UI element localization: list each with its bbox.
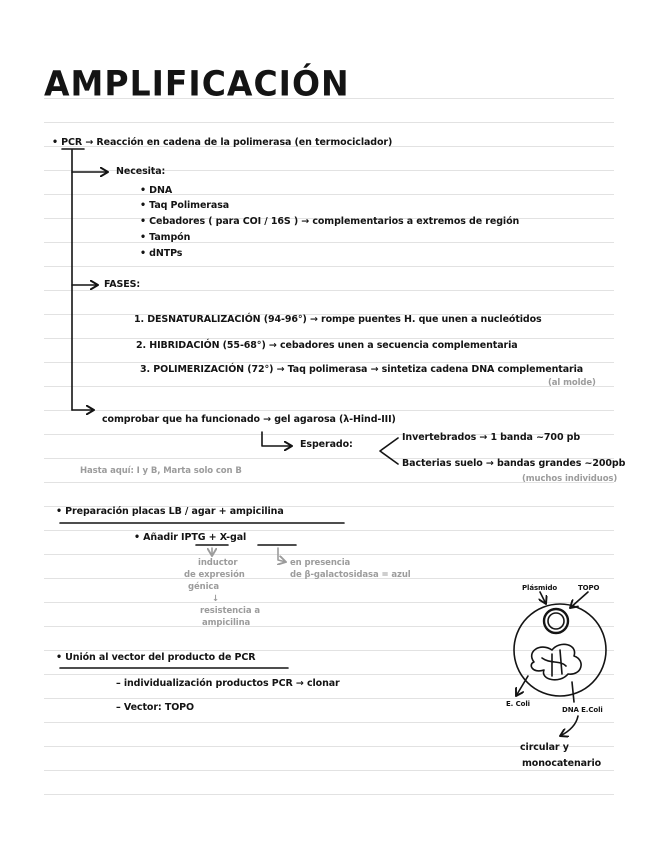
pcr-heading: • PCR → Reacción en cadena de la polimerasa (en termociclador): [52, 137, 393, 148]
diagram-caption: circular y: [520, 742, 569, 753]
iptg-note: ↓: [212, 594, 220, 604]
caption-arrow: [560, 716, 578, 736]
anadir-line: • Añadir IPTG + X-gal: [134, 532, 247, 543]
fase-item: 3. POLIMERIZACIÓN (72°) → Taq polimerasa → sintetiza cadena DNA complementaria: [140, 364, 584, 375]
iptg-note: génica: [188, 582, 219, 592]
xgal-note: en presencia: [290, 558, 351, 568]
union-item: – Vector: TOPO: [116, 702, 195, 713]
necesita-label: Necesita:: [116, 166, 166, 177]
xgal-arrow: [278, 548, 286, 562]
topo-pointer: [570, 592, 588, 608]
ecoli-pointer: [516, 676, 528, 696]
dna-detail: [542, 658, 566, 666]
iptg-note: resistencia a: [200, 606, 260, 616]
ecoli-label: E. Coli: [506, 700, 530, 708]
iptg-note: ampicilina: [202, 618, 251, 628]
plasmid-inner: [548, 613, 564, 629]
fases-label: FASES:: [104, 279, 141, 290]
union-item: – individualización productos PCR → clonar: [116, 678, 340, 689]
fase3-note: (al molde): [548, 378, 596, 388]
necesita-item: • Tampón: [140, 232, 191, 243]
fase-item: 1. DESNATURALIZACIÓN (94-96°) → rompe puentes H. que unen a nucleótidos: [134, 314, 542, 325]
dna-ecoli-label: DNA E.Coli: [562, 706, 603, 714]
necesita-item: • dNTPs: [140, 248, 183, 259]
plasmido-label: Plásmido: [522, 584, 558, 592]
placas-heading: • Preparación placas LB / agar + ampicilina: [56, 506, 284, 517]
fase-item: 2. HIBRIDACIÓN (55-68°) → cebadores unen a secuencia complementaria: [136, 340, 518, 351]
diagram-caption: monocatenario: [522, 758, 602, 769]
xgal-note: de β-galactosidasa = azul: [290, 570, 411, 580]
page-title: AMPLIFICACIÓN: [44, 63, 350, 104]
esperado-note: (muchos individuos): [522, 474, 618, 484]
esperado-brace: [380, 438, 398, 464]
esperado-item: Bacterias suelo → bandas grandes ~200pb: [402, 458, 626, 469]
necesita-item: • Taq Polimerasa: [140, 200, 230, 211]
iptg-note: de expresión: [184, 570, 245, 580]
esperado-label: Esperado:: [300, 439, 353, 450]
hasta-note: Hasta aquí: I y B, Marta solo con B: [80, 466, 242, 476]
necesita-item: • Cebadores ( para COI / 16S ) → complementarios a extremos de región: [140, 216, 520, 227]
iptg-note: inductor: [198, 558, 238, 568]
check-line: comprobar que ha funcionado → gel agarosa (λ-Hind-III): [102, 414, 396, 425]
esperado-item: Invertebrados → 1 banda ~700 pb: [402, 432, 581, 443]
plasmido-pointer: [540, 592, 546, 604]
arrow-esperado: [262, 432, 292, 446]
dna-pointer: [572, 682, 574, 702]
topo-label: TOPO: [578, 584, 600, 592]
union-heading: • Unión al vector del producto de PCR: [56, 652, 256, 663]
necesita-item: • DNA: [140, 185, 173, 196]
